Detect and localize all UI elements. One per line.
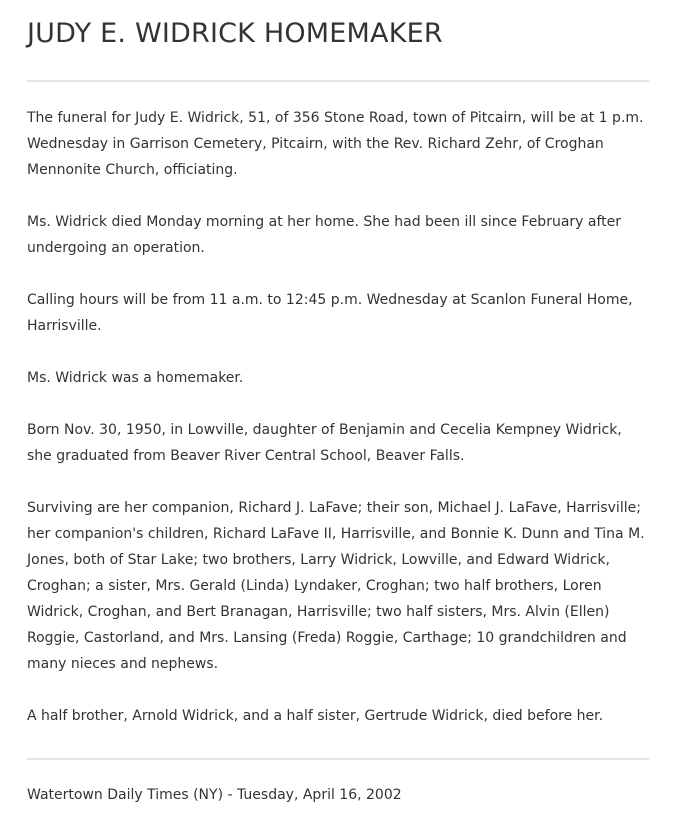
paragraph-occupation: Ms. Widrick was a homemaker. (27, 370, 244, 386)
paragraph-birth: Born Nov. 30, 1950, in Lowville, daughter of Benjamin and Cecelia Kempney Widrick, she graduated from Beaver River Central School, Beaver Falls. (27, 422, 622, 464)
obituary-page (27, 0, 649, 808)
top-divider (27, 80, 649, 82)
paragraph-calling-hours: Calling hours will be from 11 a.m. to 12:45 p.m. Wednesday at Scanlon Funeral Home, Harrisville. (27, 292, 633, 334)
source-citation: Watertown Daily Times (NY) - Tuesday, April 16, 2002 (27, 787, 402, 803)
page-title: JUDY E. WIDRICK HOMEMAKER (27, 18, 443, 49)
bottom-divider (27, 758, 649, 760)
paragraph-survivors: Surviving are her companion, Richard J. LaFave; their son, Michael J. LaFave, Harrisville; her companion's children, Richard LaFave II, Harrisville, and Bonnie K. Dunn and Tina M. Jones, both of Star Lake; two brothers, Larry Widrick, Lowville, and Edward Widrick, Croghan; a sister, Mrs. Gerald (Linda) Lyndaker, Croghan; two half brothers, Loren Widrick, Croghan, and Bert Branagan, Harrisville; two half sisters, Mrs. Alvin (Ellen) Roggie, Castorland, and Mrs. Lansing (Freda) Roggie, Carthage; 10 grandchildren and many nieces and nephews. (27, 500, 645, 672)
obituary-body (27, 105, 649, 729)
paragraph-predeceased: A half brother, Arnold Widrick, and a half sister, Gertrude Widrick, died before her. (27, 708, 604, 724)
paragraph-death: Ms. Widrick died Monday morning at her home. She had been ill since February after undergoing an operation. (27, 214, 622, 256)
paragraph-funeral: The funeral for Judy E. Widrick, 51, of 356 Stone Road, town of Pitcairn, will be at 1 p.m. Wednesday in Garrison Cemetery, Pitcairn, with the Rev. Richard Zehr, of Croghan Mennonite Church, officiating. (27, 110, 644, 178)
